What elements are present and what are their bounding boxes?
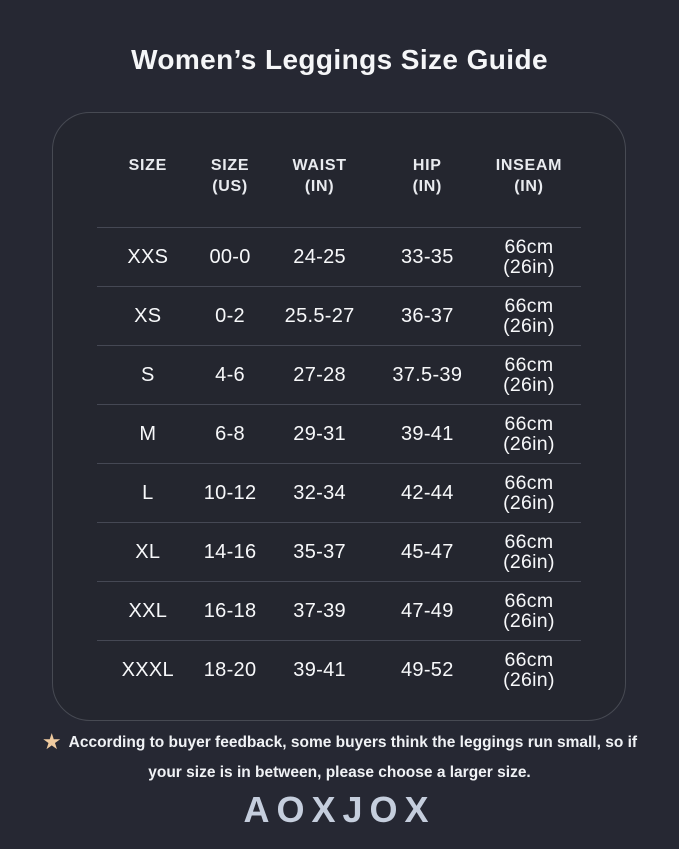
size-chart-panel: [52, 112, 626, 721]
column-header-line: SIZE: [128, 157, 167, 174]
inseam-cell: [477, 473, 581, 513]
table-row: [97, 522, 581, 581]
column-header-waist: [262, 155, 378, 197]
column-header-hip: [378, 155, 477, 197]
size-cell: M: [139, 422, 157, 445]
size-us-cell: 4-6: [215, 363, 245, 386]
table-row: [97, 581, 581, 640]
table-row: [97, 463, 581, 522]
inseam-in: (26in): [503, 669, 555, 691]
hip-cell: 37.5-39: [392, 363, 463, 386]
size-us-cell: 18-20: [203, 658, 257, 681]
inseam-in: (26in): [503, 610, 555, 632]
inseam-cell: [477, 355, 581, 395]
column-header-size-us: [199, 155, 262, 197]
inseam-in: (26in): [503, 315, 555, 337]
inseam-cell: [477, 296, 581, 336]
size-cell: XXL: [128, 599, 168, 622]
table-row: [97, 286, 581, 345]
hip-cell: 49-52: [400, 658, 454, 681]
waist-cell: 35-37: [293, 540, 346, 563]
size-us-cell: 00-0: [209, 245, 251, 268]
page-title: Women’s Leggings Size Guide: [131, 44, 548, 75]
column-header-line: SIZE: [210, 157, 250, 174]
size-cell: XS: [134, 304, 162, 327]
size-us-cell: 14-16: [203, 540, 257, 563]
inseam-cell: [477, 591, 581, 631]
table-header-row: [97, 113, 581, 227]
waist-cell: 32-34: [293, 481, 346, 504]
waist-cell: 24-25: [293, 245, 346, 268]
waist-cell: 25.5-27: [284, 304, 355, 327]
inseam-in: (26in): [503, 551, 555, 573]
column-header-size: [97, 155, 199, 176]
buyer-feedback-note: [34, 727, 646, 788]
size-cell: XXXL: [121, 658, 174, 681]
inseam-cm: 66cm: [504, 472, 554, 494]
inseam-cell: [477, 532, 581, 572]
inseam-cell: [477, 237, 581, 277]
inseam-cm: 66cm: [504, 354, 554, 376]
inseam-cm: 66cm: [504, 590, 554, 612]
column-header-line: WAIST: [292, 157, 347, 174]
inseam-cell: [477, 414, 581, 454]
inseam-in: (26in): [503, 256, 555, 278]
brand-logo: AOXJOX: [243, 789, 436, 830]
size-cell: XL: [135, 540, 161, 563]
size-us-cell: 10-12: [203, 481, 257, 504]
size-us-cell: 0-2: [215, 304, 245, 327]
column-header-line: (IN): [412, 178, 443, 195]
inseam-in: (26in): [503, 492, 555, 514]
inseam-cell: [477, 650, 581, 690]
column-header-line: (IN): [514, 178, 544, 195]
buyer-feedback-text: According to buyer feedback, some buyers think the leggings run small, so if your size is in between, please choose a larger size.: [68, 734, 638, 781]
hip-cell: 47-49: [400, 599, 454, 622]
table-row: [97, 227, 581, 286]
waist-cell: 37-39: [293, 599, 346, 622]
inseam-in: (26in): [503, 374, 555, 396]
hip-cell: 42-44: [400, 481, 454, 504]
size-cell: XXS: [127, 245, 169, 268]
column-header-line: HIP: [412, 157, 442, 174]
waist-cell: 27-28: [293, 363, 346, 386]
hip-cell: 45-47: [400, 540, 454, 563]
size-cell: L: [142, 481, 154, 504]
inseam-cm: 66cm: [504, 531, 554, 553]
inseam-in: (26in): [503, 433, 555, 455]
hip-cell: 39-41: [400, 422, 454, 445]
inseam-cm: 66cm: [504, 413, 554, 435]
column-header-inseam: [477, 155, 581, 197]
hip-cell: 33-35: [400, 245, 454, 268]
column-header-line: (US): [212, 178, 248, 195]
column-header-line: (IN): [304, 178, 335, 195]
inseam-cm: 66cm: [504, 649, 554, 671]
size-cell: S: [140, 363, 155, 386]
inseam-cm: 66cm: [504, 295, 554, 317]
hip-cell: 36-37: [400, 304, 454, 327]
table-row: [97, 345, 581, 404]
table-row: [97, 640, 581, 699]
column-header-line: INSEAM: [495, 157, 563, 174]
waist-cell: 29-31: [293, 422, 346, 445]
waist-cell: 39-41: [293, 658, 346, 681]
star-icon: ★: [41, 729, 62, 754]
size-us-cell: 16-18: [203, 599, 257, 622]
table-row: [97, 404, 581, 463]
size-us-cell: 6-8: [215, 422, 245, 445]
inseam-cm: 66cm: [504, 236, 554, 258]
